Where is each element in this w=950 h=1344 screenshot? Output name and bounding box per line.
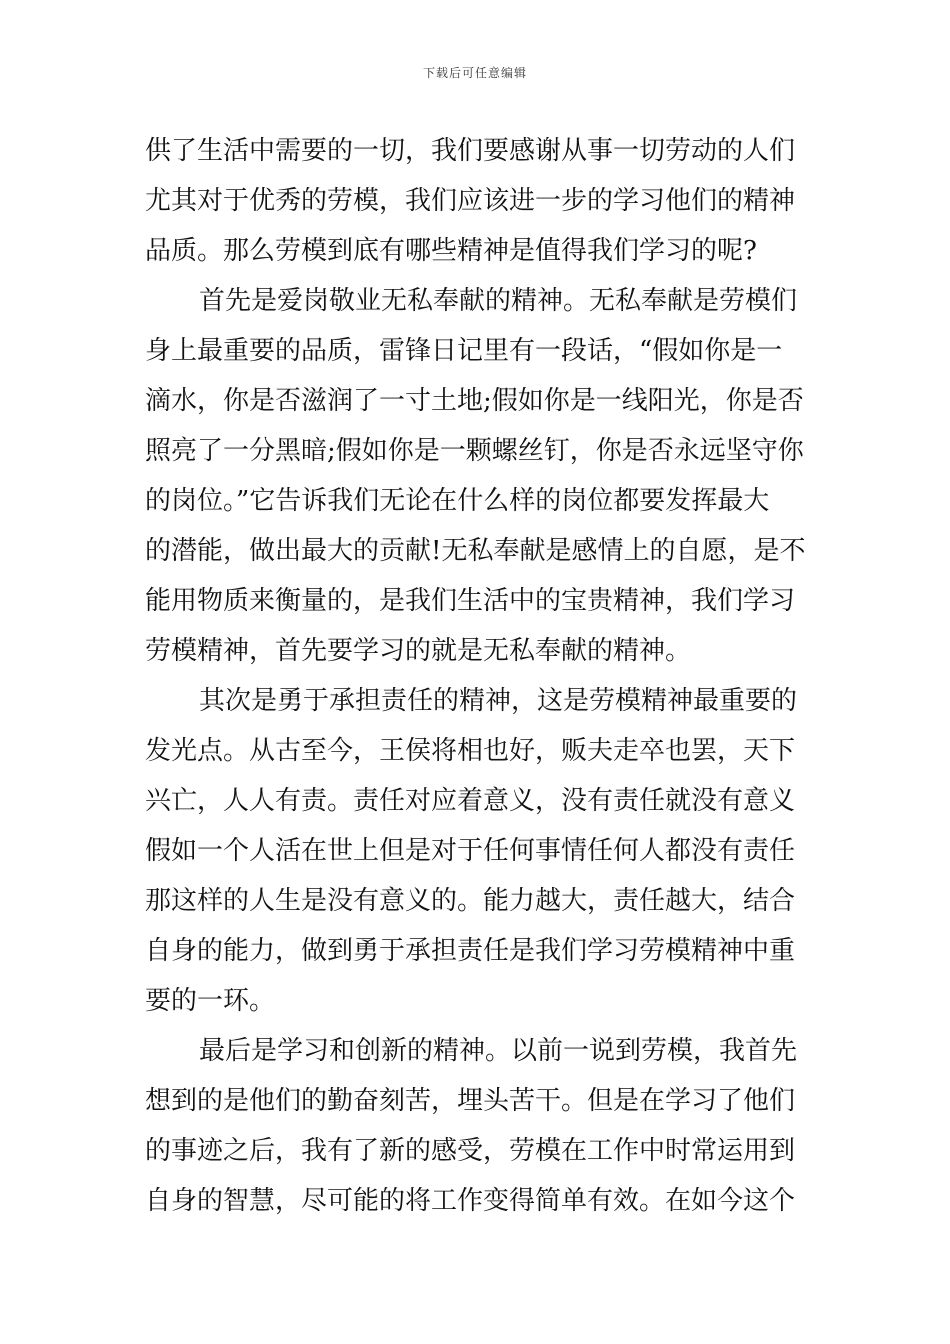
- text-line: 那这样的人生是没有意义的。能力越大，责任越大，结合: [145, 886, 796, 916]
- text-line: 要的一环。: [145, 986, 276, 1016]
- text-line: 其次是勇于承担责任的精神，这是劳模精神最重要的: [199, 686, 798, 716]
- text-line: 能用物质来衡量的，是我们生活中的宝贵精神，我们学习: [145, 586, 796, 616]
- text-line: 供了生活中需要的一切，我们要感谢从事一切劳动的人们: [145, 136, 796, 166]
- text-line: 的事迹之后，我有了新的感受，劳模在工作中时常运用到: [145, 1136, 796, 1166]
- paragraph-3: [145, 676, 807, 1026]
- paragraph-1: [145, 126, 807, 276]
- paragraph-4: [145, 1026, 807, 1226]
- text-line: 发光点。从古至今，王侯将相也好，贩夫走卒也罢，天下: [145, 736, 796, 766]
- text-line: 自身的能力，做到勇于承担责任是我们学习劳模精神中重: [145, 936, 796, 966]
- paragraph-2: [145, 276, 807, 676]
- text-line: 想到的是他们的勤奋刻苦，埋头苦干。但是在学习了他们: [145, 1086, 796, 1116]
- text-line: 身上最重要的品质，雷锋日记里有一段话，“假如你是一: [145, 336, 783, 366]
- text-line: 品质。那么劳模到底有哪些精神是值得我们学习的呢?: [145, 236, 757, 266]
- text-line: 尤其对于优秀的劳模，我们应该进一步的学习他们的精神: [145, 186, 796, 216]
- text-line: 自身的智慧，尽可能的将工作变得简单有效。在如今这个: [145, 1186, 796, 1216]
- text-line: 兴亡，人人有责。责任对应着意义，没有责任就没有意义: [145, 786, 796, 816]
- text-line: 的潜能，做出最大的贡献!无私奉献是感情上的自愿，是不: [145, 536, 806, 566]
- text-line: 最后是学习和创新的精神。以前一说到劳模，我首先: [199, 1036, 798, 1066]
- text-line: 照亮了一分黑暗;假如你是一颗螺丝钉，你是否永远坚守你: [145, 436, 804, 466]
- text-line: 假如一个人活在世上但是对于任何事情任何人都没有责任: [145, 836, 796, 866]
- text-line: 劳模精神，首先要学习的就是无私奉献的精神。: [145, 636, 692, 666]
- text-line: 的岗位。”它告诉我们无论在什么样的岗位都要发挥最大: [145, 486, 770, 516]
- header-note: 下载后可任意编辑: [422, 66, 527, 80]
- text-line: 滴水，你是否滋润了一寸土地;假如你是一线阳光，你是否: [145, 386, 804, 416]
- body-text: [145, 126, 807, 1226]
- text-line: 首先是爱岗敬业无私奉献的精神。无私奉献是劳模们: [199, 286, 798, 316]
